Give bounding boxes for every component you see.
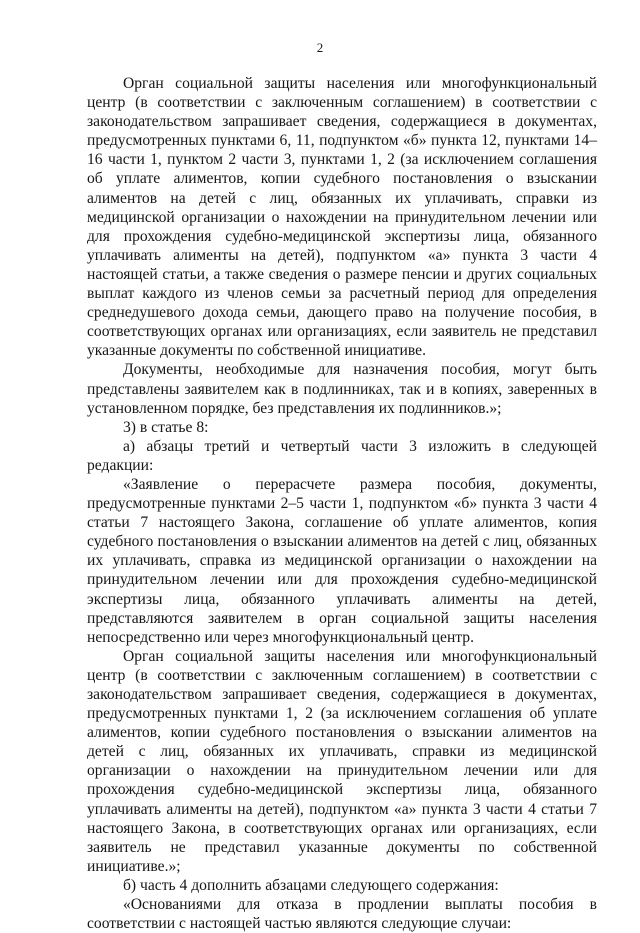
page-number: 2 [316,40,324,55]
paragraph: Орган социальной защиты населения или многофункциональный центр (в соответствии с заключенным соглашением) в соответствии с законодательством запрашивает сведения, содержащиеся в документах, предусмотренных пунктами 6, 11, подпунктом «б» пункта 12, пунктами 14–16 части 1, пунктом 2 части 3, пунктами 1, 2 (за исключением соглашения об уплате алиментов, копии судебного постановления о взыскании алиментов на детей с лиц, обязанных их уплачивать, справки из медицинской организации о нахождении на принудительном лечении или для прохождения судебно-медицинской экспертизы лица, обязанного уплачивать алименты на детей), подпунктом «а» пункта 3 части 4 настоящей статьи, а также сведения о размере пенсии и других социальных выплат каждого из членов семьи за расчетный период для определения среднедушевого дохода семьи, дающего право на получение пособия, в соответствующих органах или организациях, если заявитель не представил указанные документы по собственной инициативе. [87,75,597,360]
paragraph: б) часть 4 дополнить абзацами следующего содержания: [123,876,499,894]
paragraph: 3) в статье 8: [123,418,209,436]
paragraph: Орган социальной защиты населения или многофункциональный центр (в соответствии с заключенным соглашением) в соответствии с законодательством запрашивает сведения, содержащиеся в документах, предусмотренных пунктами 1, 2 (за исключением соглашения об уплате алиментов, копии судебного постановления о взыскании алиментов на детей с лиц, обязанных их уплачивать, справки из медицинской организации о нахождении на принудительном лечении или для прохождения судебно-медицинской экспертизы лица, обязанного уплачивать алименты на детей), подпунктом «а» пункта 3 части 4 статьи 7 настоящего Закона, в соответствующих органах или организациях, если заявитель не представил указанные документы по собственной инициативе.»; [87,647,597,875]
paragraph: Документы, необходимые для назначения пособия, могут быть представлены заявителем как в подлинниках, так и в копиях, заверенных в установленном порядке, без представления их подлинников.»; [87,361,597,417]
paragraph: а) абзацы третий и четвертый части 3 изложить в следующей редакции: [87,437,597,474]
paragraph: «Основаниями для отказа в продлении выплаты пособия в соответствии с настоящей частью являются следующие случаи: [87,896,597,933]
paragraph: «Заявление о перерасчете размера пособия, документы, предусмотренные пунктами 2–5 части 1, подпунктом «б» пункта 3 части 4 статьи 7 настоящего Закона, соглашение об уплате алиментов, копия судебного постановления о взыскании алиментов на детей с лиц, обязанных их уплачивать, справка из медицинской организации о нахождении на принудительном лечении или для прохождения судебно-медицинской экспертизы лица, обязанного уплачивать алименты на детей, представляются заявителем в орган социальной защиты населения непосредственно или через многофункциональный центр. [87,475,597,646]
document-body [87,74,597,933]
